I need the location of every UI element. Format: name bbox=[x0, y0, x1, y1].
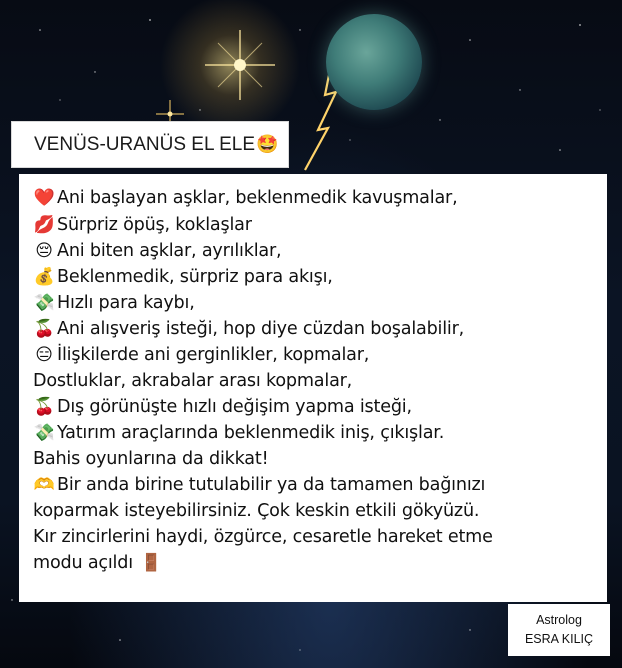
text-line bbox=[31, 212, 252, 238]
text-line bbox=[31, 342, 369, 368]
line-text: Ani alışveriş isteği, hop diye cüzdan boşalabilir, bbox=[57, 319, 465, 339]
signature-box bbox=[508, 604, 610, 656]
flying-money-emoji-icon: 💸 bbox=[33, 293, 55, 313]
title-text: VENÜS-URANÜS EL ELE bbox=[34, 134, 256, 155]
text-line bbox=[31, 420, 444, 446]
text-line bbox=[31, 472, 485, 498]
text-line bbox=[31, 316, 464, 342]
line-text: koparmak isteyebilirsiniz. Çok keskin etkili gökyüzü. bbox=[33, 501, 480, 521]
signature-name: ESRA KILIÇ bbox=[524, 632, 594, 646]
line-text: Sürpriz öpüş, koklaşlar bbox=[57, 215, 252, 235]
text-line bbox=[33, 524, 493, 550]
line-text: Beklenmedik, sürpriz para akışı, bbox=[57, 267, 333, 287]
line-text: Kır zincirlerini haydi, özgürce, cesaretle hareket etme bbox=[33, 527, 493, 547]
text-line bbox=[31, 238, 281, 264]
cherries-emoji-icon: 🍒 bbox=[33, 397, 55, 417]
pensive-face-emoji-icon: 😔 bbox=[35, 241, 53, 261]
page-title bbox=[34, 134, 278, 156]
star-struck-emoji-icon: 🤩 bbox=[256, 134, 279, 154]
line-text: İlişkilerde ani gerginlikler, kopmalar, bbox=[57, 345, 370, 365]
line-text: Bahis oyunlarına da dikkat! bbox=[33, 449, 269, 469]
text-line bbox=[31, 290, 195, 316]
line-text: Bir anda birine tutulabilir ya da tamamen bağınızı bbox=[57, 475, 486, 495]
expressionless-face-emoji-icon: 😑 bbox=[35, 345, 53, 365]
signature-title: Astrolog bbox=[536, 613, 582, 627]
line-text: Hızlı para kaybı, bbox=[57, 293, 195, 313]
text-line bbox=[33, 550, 164, 576]
planet-uranus bbox=[326, 14, 422, 110]
text-line bbox=[33, 368, 352, 394]
title-box bbox=[11, 121, 289, 168]
flying-money-emoji-icon: 💸 bbox=[33, 423, 55, 443]
text-line bbox=[33, 446, 268, 472]
kiss-emoji-icon: 💋 bbox=[33, 215, 55, 235]
cherries-emoji-icon: 🍒 bbox=[33, 319, 55, 339]
line-text: Ani biten aşklar, ayrılıklar, bbox=[57, 241, 282, 261]
text-line bbox=[31, 394, 412, 420]
horoscope-text-box bbox=[19, 174, 607, 602]
bright-star-icon bbox=[205, 30, 275, 100]
money-bag-emoji-icon: 💰 bbox=[33, 267, 55, 287]
text-line bbox=[31, 185, 457, 211]
door-emoji-icon: 🚪 bbox=[140, 553, 162, 573]
text-line bbox=[31, 264, 333, 290]
line-text: Yatırım araçlarında beklenmedik iniş, çıkışlar. bbox=[57, 423, 445, 443]
line-text: modu açıldı bbox=[33, 553, 133, 573]
text-line bbox=[33, 498, 479, 524]
line-text: Dostluklar, akrabalar arası kopmalar, bbox=[33, 371, 353, 391]
line-text: Ani başlayan aşklar, beklenmedik kavuşmalar, bbox=[57, 188, 458, 208]
heart-hands-emoji-icon: 🫶 bbox=[33, 475, 55, 495]
line-text: Dış görünüşte hızlı değişim yapma isteği, bbox=[57, 397, 412, 417]
heart-emoji-icon: ❤️ bbox=[33, 188, 55, 208]
